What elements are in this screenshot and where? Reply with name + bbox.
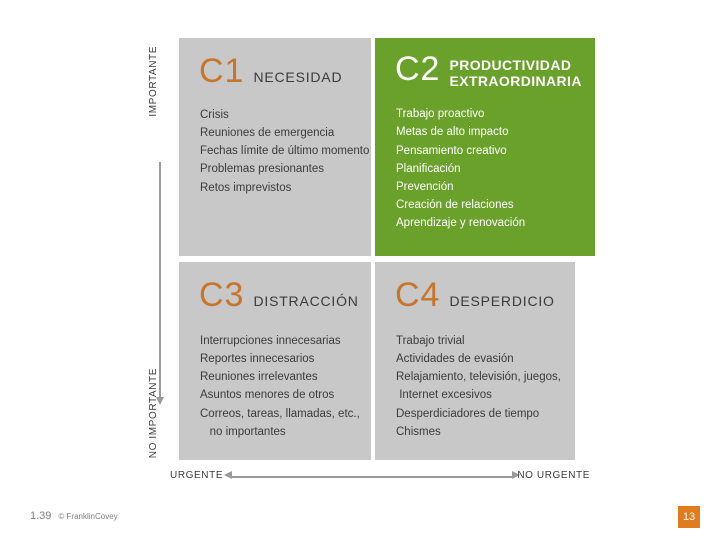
list-item: Reuniones irrelevantes	[200, 371, 318, 384]
list-item: Trabajo trivial	[396, 335, 465, 347]
copyright-text: © FranklinCovey	[58, 512, 118, 521]
horizontal-axis	[170, 468, 590, 486]
quadrant-matrix	[179, 38, 595, 460]
page-badge: 13	[678, 506, 700, 528]
quadrant-c3[interactable]	[179, 262, 371, 460]
quadrant-c2-header	[395, 50, 582, 90]
list-item: Correos, tareas, llamadas, etc.,	[200, 407, 360, 420]
horizontal-axis-line	[232, 476, 512, 478]
list-item: Retos imprevistos	[200, 181, 292, 194]
quadrant-c3-code: C3	[199, 276, 245, 314]
quadrant-c4[interactable]	[375, 262, 575, 460]
horizontal-axis-label-left: URGENTE	[170, 470, 224, 481]
quadrant-c2-title: PRODUCTIVIDAD EXTRAORDINARIA	[449, 57, 582, 90]
quadrant-c2[interactable]	[375, 38, 595, 256]
quadrant-c3-list	[200, 332, 360, 441]
quadrant-c1-code: C1	[199, 52, 245, 90]
list-item: Aprendizaje y renovación	[396, 217, 526, 230]
quadrant-c1-header	[199, 54, 355, 88]
list-item: Planificación	[396, 162, 461, 175]
list-item: Creación de relaciones	[396, 198, 514, 211]
footer	[30, 510, 118, 522]
vertical-axis-label-bottom: NO IMPORTANTE	[148, 367, 159, 458]
list-item: Pensamiento creativo	[396, 144, 507, 157]
arrow-left-icon	[224, 471, 232, 479]
quadrant-c4-code: C4	[395, 276, 441, 314]
list-item: Metas de alto impacto	[396, 126, 509, 139]
list-item: Problemas presionantes	[200, 163, 325, 176]
list-item: Reuniones de emergencia	[200, 127, 335, 140]
vertical-axis-arrow	[159, 162, 161, 398]
list-item: Fechas límite de último momento	[200, 145, 370, 158]
quadrant-c1[interactable]	[179, 38, 371, 256]
quadrant-c3-title: DISTRACCIÓN	[253, 293, 359, 309]
list-item: Reportes innecesarios	[200, 353, 315, 366]
quadrant-c4-header	[395, 278, 559, 312]
quadrant-c1-title: NECESIDAD	[253, 69, 343, 85]
list-item: Actividades de evasión	[396, 353, 514, 366]
arrow-down-icon	[156, 397, 164, 405]
slide-number: 1.39	[30, 510, 52, 522]
quadrant-c2-list	[396, 105, 579, 232]
quadrant-c2-code: C2	[395, 50, 441, 88]
list-item: Internet excesivos	[396, 389, 492, 402]
list-item: Prevención	[396, 180, 454, 193]
list-item: Desperdiciadores de tiempo	[396, 407, 540, 420]
quadrant-c3-header	[199, 276, 359, 314]
list-item: Relajamiento, televisión, juegos,	[396, 371, 561, 384]
horizontal-axis-label-right: NO URGENTE	[517, 470, 590, 481]
list-item: Interrupciones innecesarias	[200, 335, 341, 347]
list-item: Trabajo proactivo	[396, 108, 485, 121]
list-item: Asuntos menores de otros	[200, 389, 335, 402]
quadrant-c4-title: DESPERDICIO	[449, 293, 555, 309]
vertical-axis-label-top: IMPORTANTE	[148, 46, 159, 117]
vertical-axis	[148, 46, 170, 458]
quadrant-c1-list	[200, 106, 370, 197]
list-item: Crisis	[200, 109, 229, 121]
list-item: Chismes	[396, 425, 441, 438]
list-item: no importantes	[200, 425, 286, 438]
quadrant-c4-list	[396, 332, 559, 441]
